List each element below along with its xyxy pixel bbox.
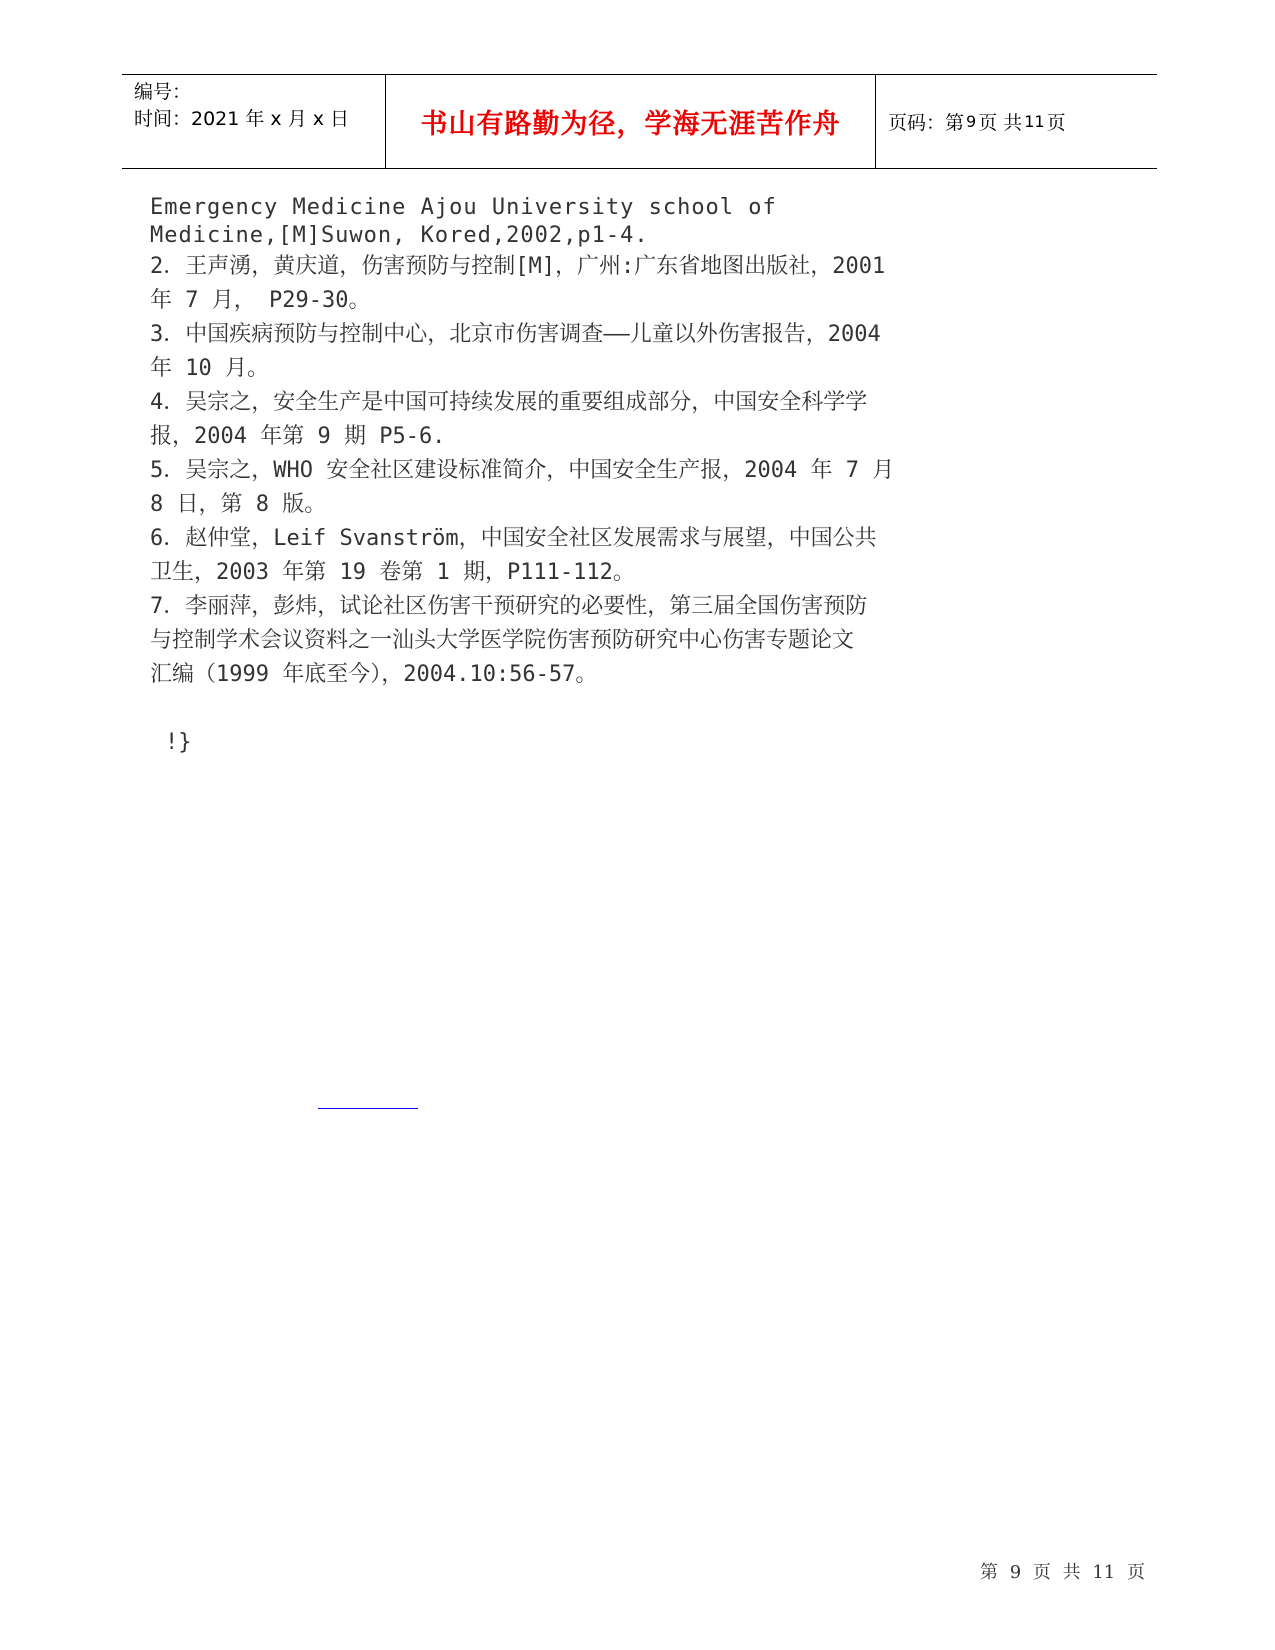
header-page-cell — [876, 75, 1157, 168]
reference-line: 年 10 月。 — [150, 356, 269, 381]
header-motto-cell — [386, 75, 876, 168]
page-suffix: 页 — [1046, 112, 1066, 134]
reference-line: 与控制学术会议资料之一汕头大学医学院伤害预防研究中心伤害专题论文 — [150, 628, 855, 653]
motto-text: 书山有路勤为径，学海无涯苦作舟 — [420, 109, 841, 140]
reference-line: 6．赵仲堂，Leif Svanström，中国安全社区发展需求与展望，中国公共 — [150, 526, 877, 551]
reference-line: Emergency Medicine Ajou University school of — [150, 195, 777, 220]
reference-line: 4．吴宗之，安全生产是中国可持续发展的重要组成部分，中国安全科学学 — [150, 390, 868, 415]
reference-item-1 — [150, 194, 970, 250]
reference-line: 汇编（1999 年底至今），2004.10:56-57。 — [150, 662, 598, 687]
time-label: 时间：2021 年 x 月 x 日 — [134, 108, 350, 130]
reference-line: 卫生，2003 年第 19 卷第 1 期，P111-112。 — [150, 560, 635, 585]
hyperlink-underline[interactable] — [318, 1108, 418, 1109]
reference-line: 7．李丽萍，彭炜，试论社区伤害干预研究的必要性，第三届全国伤害预防 — [150, 594, 868, 619]
reference-line: 3．中国疾病预防与控制中心，北京市伤害调查——儿童以外伤害报告，2004 — [150, 322, 881, 347]
reference-item-7 — [150, 590, 970, 692]
reference-item-3 — [150, 318, 970, 386]
header-meta-cell — [122, 75, 386, 168]
reference-item-6 — [150, 522, 970, 590]
page-current: 9 — [966, 112, 977, 131]
reference-line: 2．王声湧，黄庆道，伤害预防与控制[M]，广州:广东省地图出版社，2001 — [150, 254, 886, 279]
header-table — [122, 74, 1157, 169]
reference-line: 8 日，第 8 版。 — [150, 492, 327, 517]
reference-line: 年 7 月， P29-30。 — [150, 288, 371, 313]
stray-text: !} — [165, 730, 192, 755]
page-prefix: 页码：第 — [888, 112, 965, 134]
reference-item-5 — [150, 454, 970, 522]
number-label: 编号： — [134, 81, 192, 103]
page-footer: 第 9 页 共 11 页 — [980, 1562, 1145, 1583]
reference-item-2 — [150, 250, 970, 318]
page-mid: 页 共 — [978, 112, 1023, 134]
references-list — [150, 194, 970, 692]
reference-line: Medicine,[M]Suwon, Kored,2002,p1-4. — [150, 223, 649, 248]
page-total: 11 — [1024, 112, 1045, 131]
reference-line: 5．吴宗之，WHO 安全社区建设标准简介，中国安全生产报，2004 年 7 月 — [150, 458, 895, 483]
reference-line: 报，2004 年第 9 期 P5-6. — [150, 424, 446, 449]
reference-item-4 — [150, 386, 970, 454]
